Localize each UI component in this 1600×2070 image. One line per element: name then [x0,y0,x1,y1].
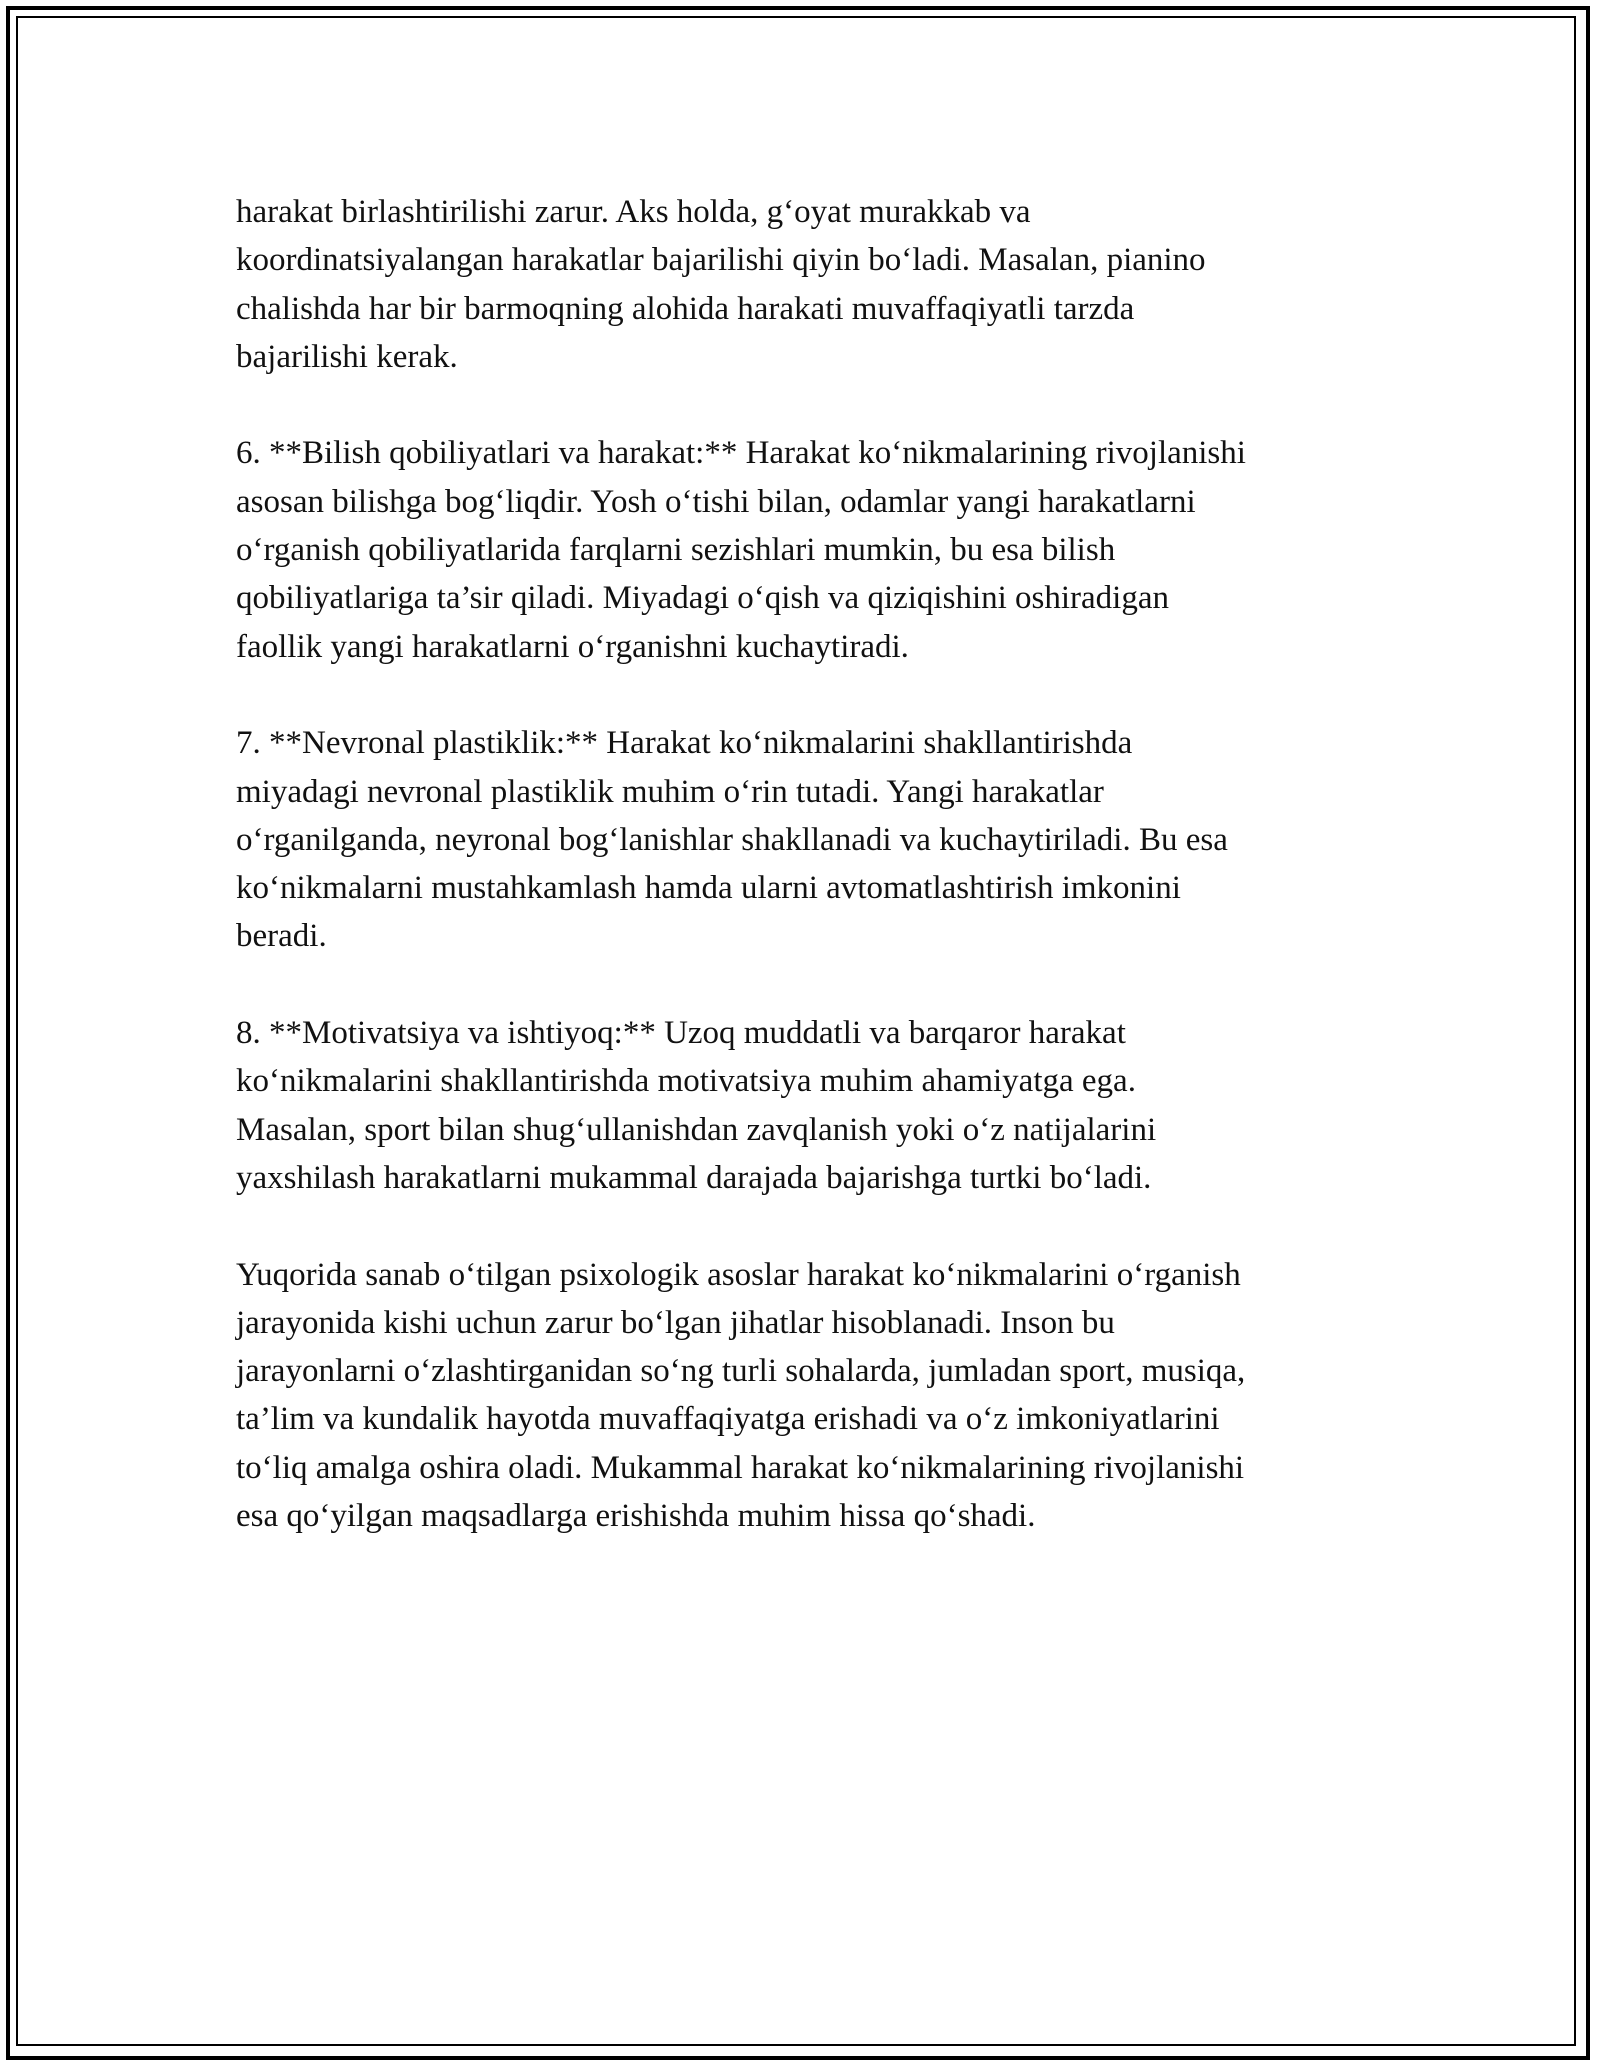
paragraph-continuation: harakat birlashtirilishi zarur. Aks holda, g‘oyat murakkab va koordinatsiyalangan harakatlar bajarilishi qiyin bo‘ladi. Masalan, pianino chalishda har bir barmoqning alohida harakati muvaffaqiyatli tarzda bajarilishi kerak. [236,194,1206,375]
paragraph-item-7-neural-plasticity: 7. **Nevronal plastiklik:** Harakat ko‘nikmalarini shakllantirishda miyadagi nevronal plastiklik muhim o‘rin tutadi. Yangi harakatlar o‘rganilganda, neyronal bog‘lanishlar shakllanadi va kuchaytiriladi. Bu esa ko‘nikmalarni mustahkamlash hamda ularni avtomatlashtirish imkonini beradi. [236,725,1228,955]
paragraph-conclusion: Yuqorida sanab o‘tilgan psixologik asoslar harakat ko‘nikmalarini o‘rganish jarayonida kishi uchun zarur bo‘lgan jihatlar hisoblanadi. Inson bu jarayonlarni o‘zlashtirganidan so‘ng turli sohalarda, jumladan sport, musiqa, ta’lim va kundalik hayotda muvaffaqiyatga erishadi va o‘z imkoniyatlarini to‘liq amalga oshira oladi. Mukammal harakat ko‘nikmalarining rivojlanishi esa qo‘yilgan maqsadlarga erishishda muhim hissa qo‘shadi. [236,1256,1246,1535]
paragraph-item-8-motivation: 8. **Motivatsiya va ishtiyoq:** Uzoq muddatli va barqaror harakat ko‘nikmalarini shakllantirishda motivatsiya muhim ahamiyatga ega. Masalan, sport bilan shug‘ullanishdan zavqlanish yoki o‘z natijalarini yaxshilash harakatlarni mukammal darajada bajarishga turtki bo‘ladi. [236,1015,1157,1196]
paragraph-item-6-cognitive-abilities: 6. **Bilish qobiliyatlari va harakat:** Harakat ko‘nikmalarining rivojlanishi asosan bilishga bog‘liqdir. Yosh o‘tishi bilan, odamlar yangi harakatlarni o‘rganish qobiliyatlarida farqlarni sezishlari mumkin, bu esa bilish qobiliyatlariga ta’sir qiladi. Miyadagi o‘qish va qiziqishini oshiradigan faollik yangi harakatlarni o‘rganishni kuchaytiradi. [236,435,1246,665]
document-body [236,188,1366,1589]
